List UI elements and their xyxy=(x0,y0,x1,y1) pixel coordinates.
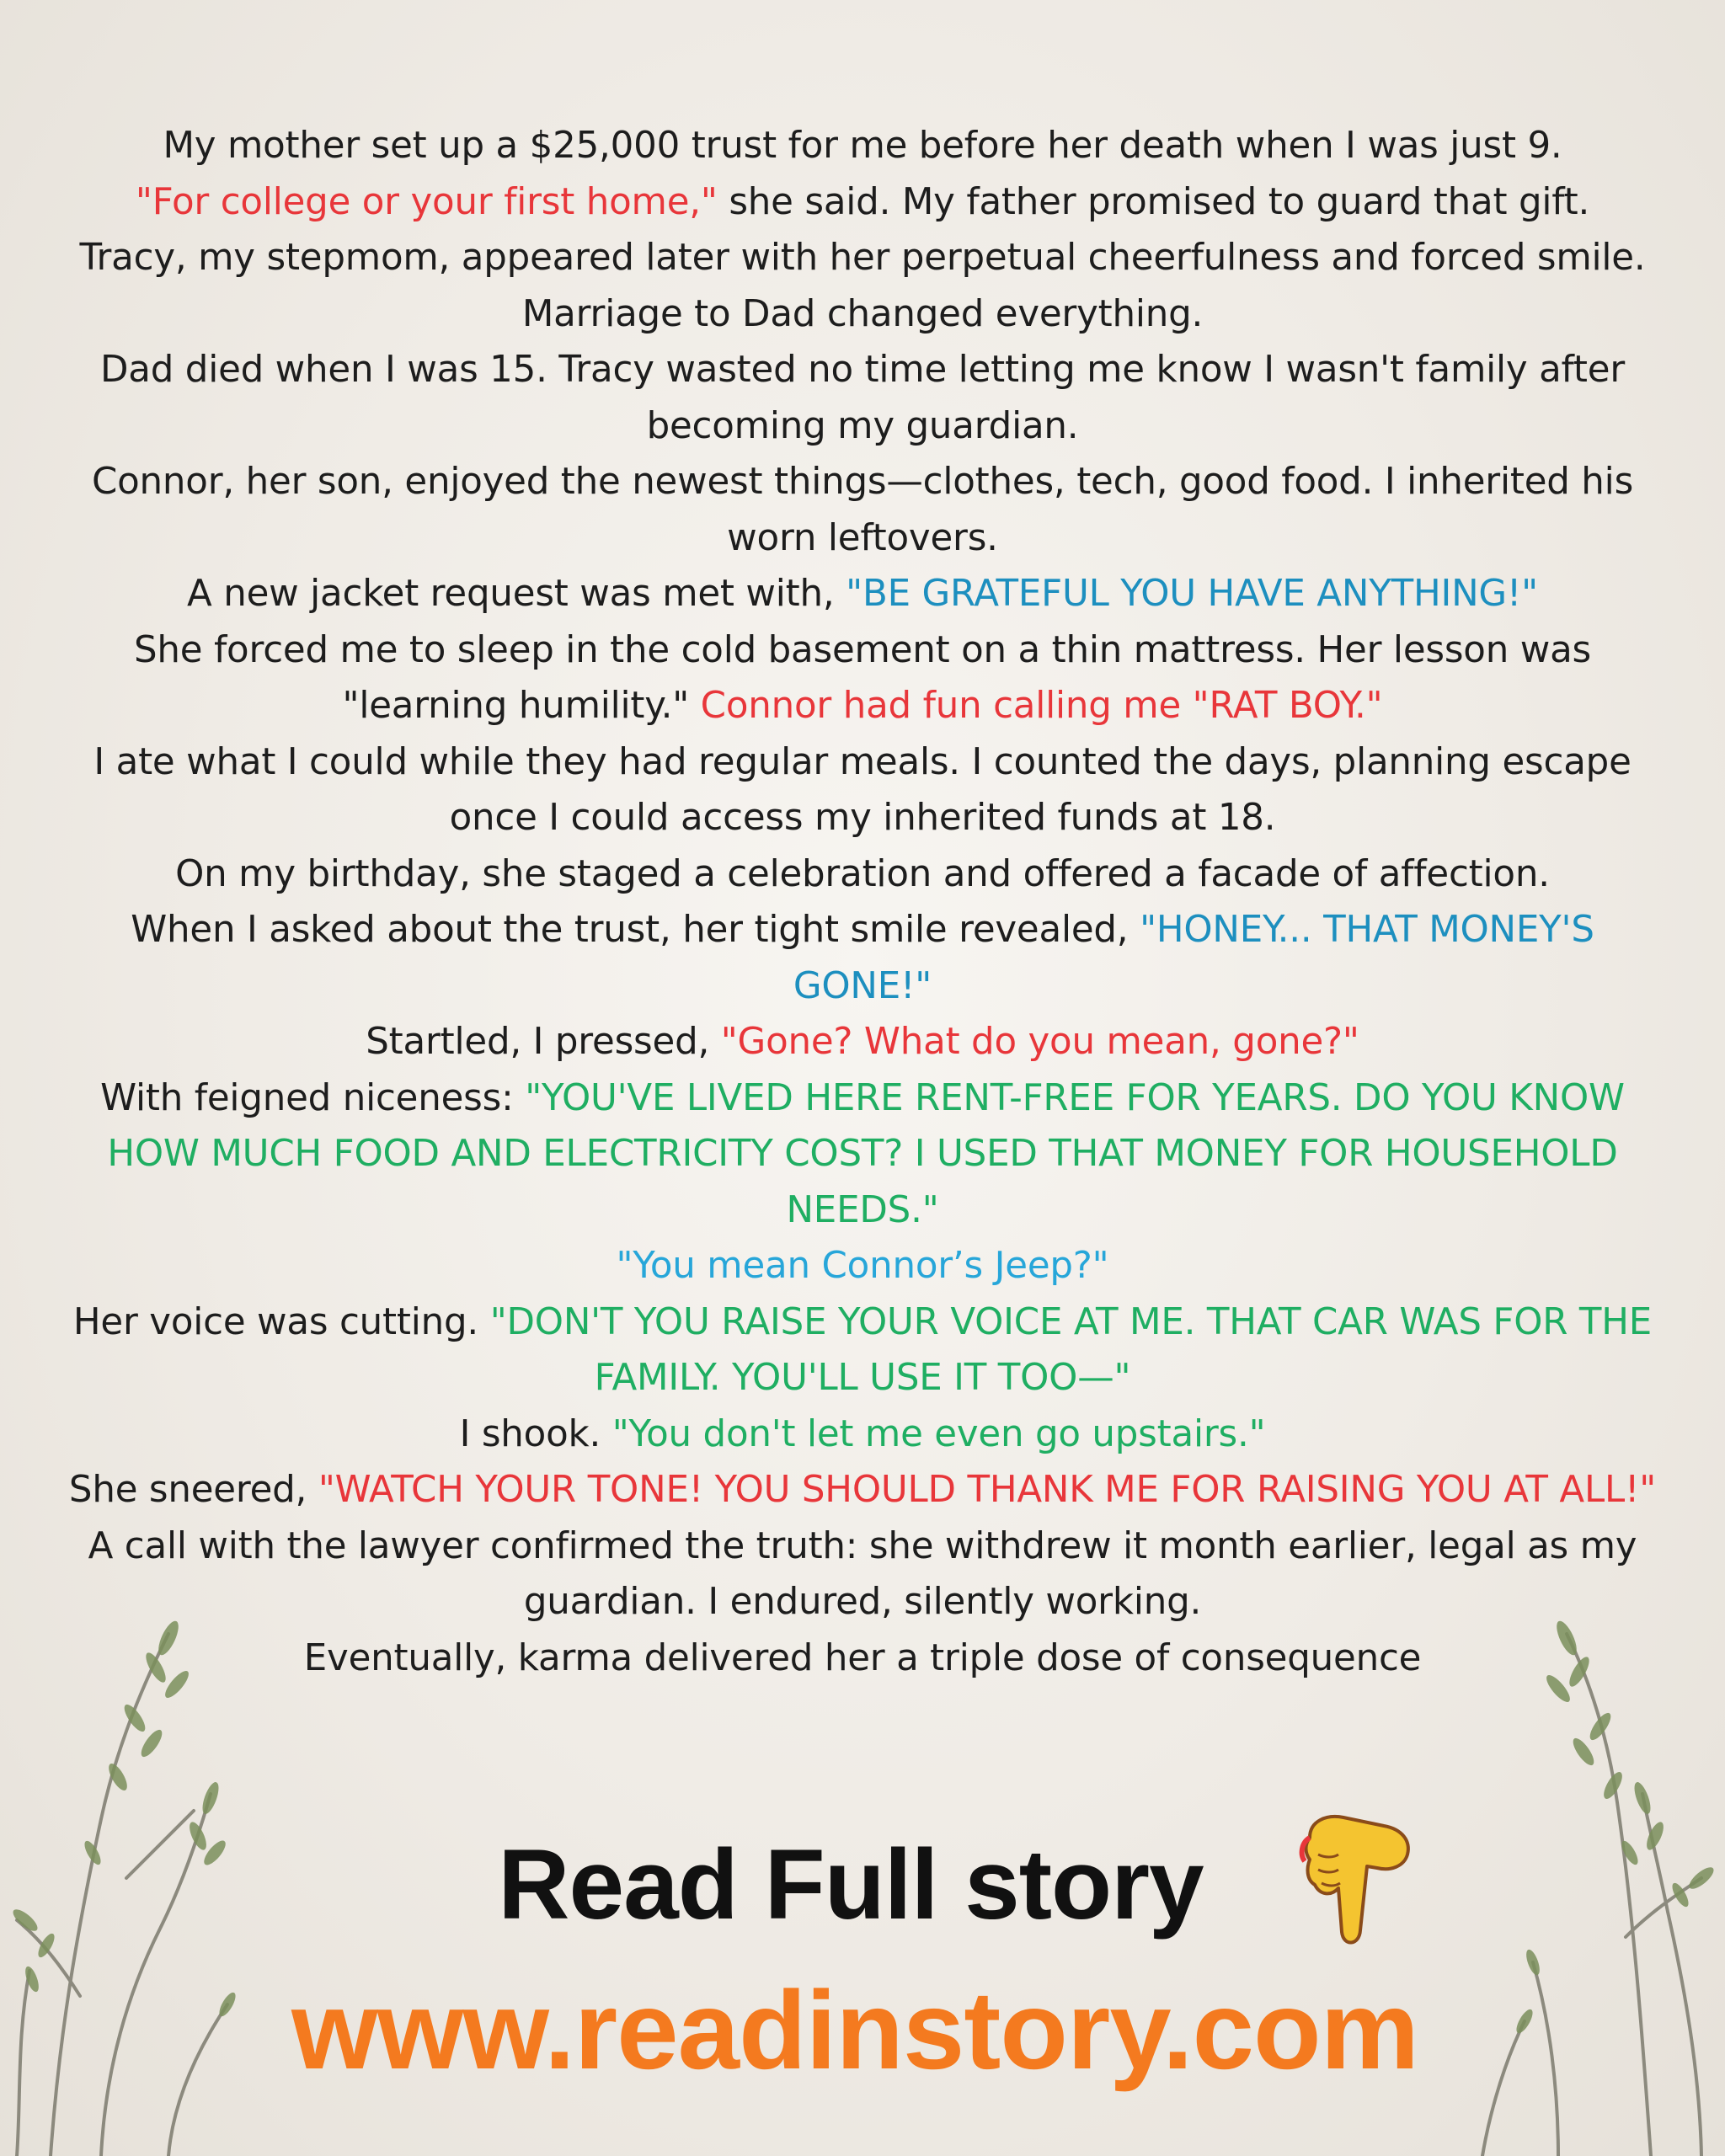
story-paragraph: Dad died when I was 15. Tracy wasted no time letting me know I wasn't family after becoming my guardian. xyxy=(99,349,1626,447)
quote-red: Connor had fun calling me "RAT BOY." xyxy=(700,685,1383,727)
story-paragraph xyxy=(59,1462,1666,1518)
story-text-run: A new jacket request was met with, xyxy=(187,573,846,615)
quote-red: "Gone? What do you mean, gone?" xyxy=(720,1021,1359,1063)
quote-green: "YOU'VE LIVED HERE RENT-FREE FOR YEARS. DO YOU KNOW HOW MUCH FOOD AND ELECTRICITY COST? I USED THAT MONEY FOR HOUSEHOLD NEEDS." xyxy=(107,1076,1625,1231)
read-full-story-heading[interactable]: Read Full story xyxy=(498,1829,1204,1940)
story-paragraph xyxy=(59,622,1666,734)
story-text-run: Startled, I pressed, xyxy=(366,1021,721,1063)
story-paragraph: Eventually, karma delivered her a triple dose of consequence xyxy=(303,1636,1422,1679)
story-paragraph xyxy=(59,902,1666,1014)
story-text-run: When I asked about the trust, her tight smile revealed, xyxy=(131,909,1140,951)
quote-red: "WATCH YOUR TONE! YOU SHOULD THANK ME FOR RAISING YOU AT ALL!" xyxy=(318,1469,1657,1511)
quote-green: "DON'T YOU RAISE YOUR VOICE AT ME. THAT CAR WAS FOR THE FAMILY. YOU'LL USE IT TOO—" xyxy=(489,1300,1653,1399)
quote-blue: "HONEY... THAT MONEY'S GONE!" xyxy=(793,909,1594,1007)
quote-red: "For college or your first home," xyxy=(135,180,718,223)
story-paragraph xyxy=(59,566,1666,622)
website-link[interactable]: www.readinstory.com xyxy=(291,1968,1418,2092)
quote-blue: "BE GRATEFUL YOU HAVE ANYTHING!" xyxy=(846,573,1538,615)
story-text-run: She forced me to sleep in the cold basement on a thin mattress. Her lesson was "learning humility." xyxy=(133,628,1592,727)
story-paragraph xyxy=(59,1014,1666,1070)
story-text-run: I shook. xyxy=(459,1412,612,1455)
quote-green: "You don't let me even go upstairs." xyxy=(611,1412,1266,1455)
story-paragraph: Connor, her son, enjoyed the newest things—clothes, tech, good food. I inherited his worn leftovers. xyxy=(91,461,1634,559)
story-paragraph xyxy=(59,1070,1666,1239)
story-paragraph: I ate what I could while they had regular meals. I counted the days, planning escape once I could access my inherited funds at 18. xyxy=(93,740,1632,839)
story-paragraph: On my birthday, she staged a celebration and offered a facade of affection. xyxy=(175,852,1550,895)
story-text xyxy=(59,118,1666,1686)
story-paragraph xyxy=(59,174,1666,231)
story-text-run: With feigned niceness: xyxy=(100,1076,526,1119)
story-paragraph: A call with the lawyer confirmed the truth: she withdrew it month earlier, legal as my guardian. I endured, silently working. xyxy=(88,1524,1637,1623)
story-paragraph: Tracy, my stepmom, appeared later with her perpetual cheerfulness and forced smile. Marriage to Dad changed everything. xyxy=(79,237,1646,335)
story-text-run: she said. My father promised to guard that gift. xyxy=(717,180,1590,223)
story-paragraph: My mother set up a $25,000 trust for me before her death when I was just 9. xyxy=(163,125,1562,167)
story-text-run: Her voice was cutting. xyxy=(72,1300,490,1343)
story-paragraph xyxy=(59,1406,1666,1463)
story-text-run: She sneered, xyxy=(68,1469,318,1511)
quote-cyan: "You mean Connor’s Jeep?" xyxy=(616,1245,1109,1287)
pointing-down-hand-icon xyxy=(1284,1804,1419,1956)
story-paragraph xyxy=(59,1294,1666,1406)
